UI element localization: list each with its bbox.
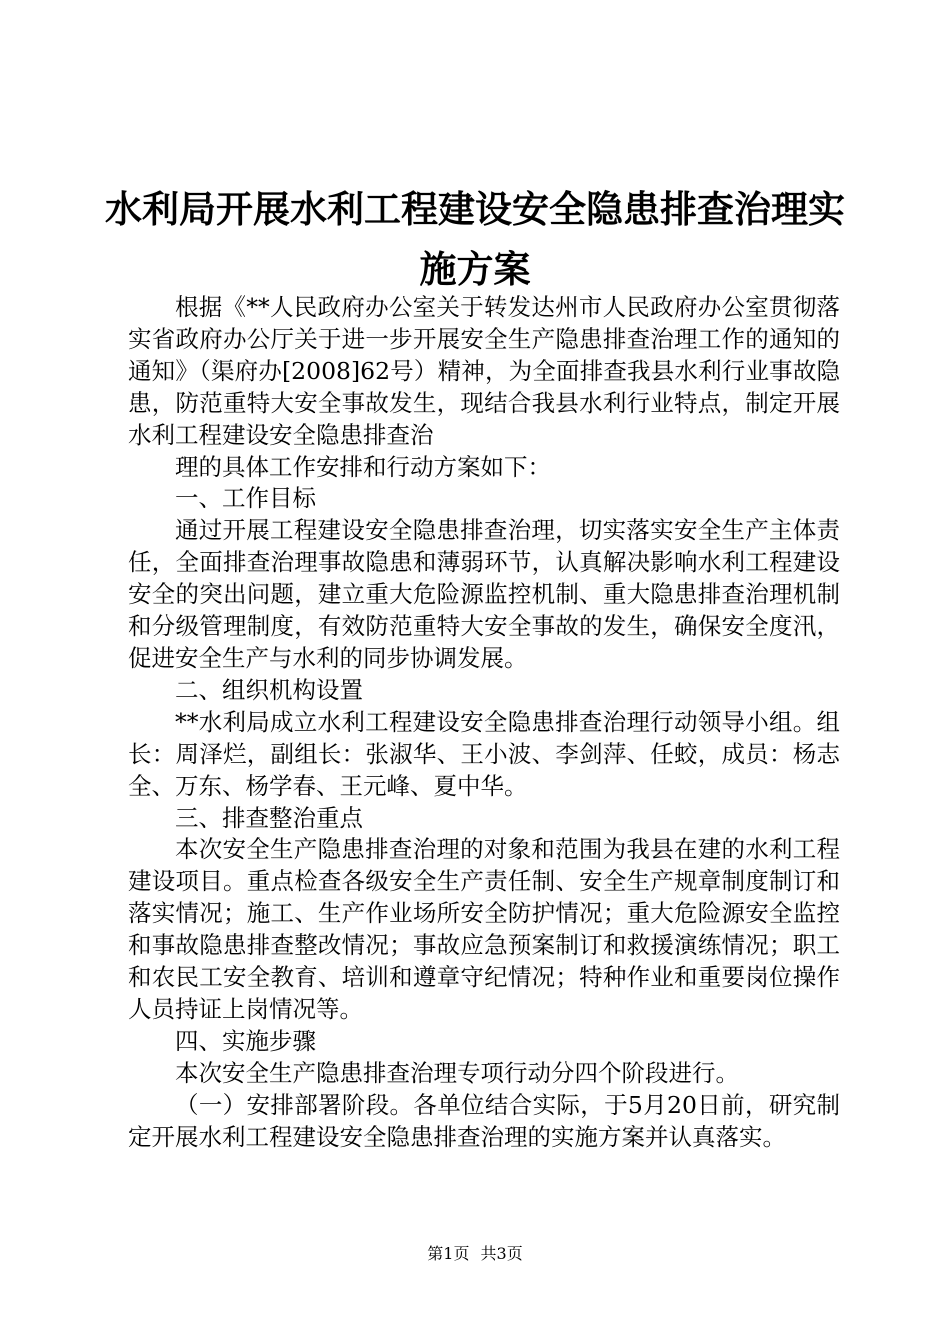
section-heading-organization: 二、组织机构设置 [175, 675, 363, 704]
document-title-line-2: 施方案 [419, 248, 531, 291]
paragraph-step-one: （一）安排部署阶段。各单位结合实际，于5月20日前，研究制定开展水利工程建设安全隐患排查治理的实施方案并认真落实。 [128, 1090, 840, 1151]
page-number: 第1页 [427, 1244, 470, 1263]
section-heading-goals: 一、工作目标 [175, 484, 316, 513]
page-total: 共3页 [480, 1244, 523, 1263]
page-footer [0, 1244, 950, 1264]
document-title-line-1: 水利局开展水利工程建设安全隐患排查治理实 [105, 188, 845, 231]
paragraph-goals: 通过开展工程建设安全隐患排查治理，切实落实安全生产主体责任，全面排查治理事故隐患和薄弱环节，认真解决影响水利工程建设安全的突出问题，建立重大危险源监控机制、重大隐患排查治理机制和分级管理制度，有效防范重特大安全事故的发生，确保安全度汛，促进安全生产与水利的同步协调发展。 [128, 516, 840, 672]
paragraph-focus: 本次安全生产隐患排查治理的对象和范围为我县在建的水利工程建设项目。重点检查各级安全生产责任制、安全生产规章制度制订和落实情况；施工、生产作业场所安全防护情况；重大危险源安全监控和事故隐患排查整改情况；事故应急预案制订和救援演练情况；职工和农民工安全教育、培训和遵章守纪情况；特种作业和重要岗位操作人员持证上岗情况等。 [128, 835, 840, 1023]
section-heading-focus: 三、排查整治重点 [175, 803, 363, 832]
paragraph-organization: **水利局成立水利工程建设安全隐患排查治理行动领导小组。组长：周泽烂，副组长：张淑华、王小波、李剑萍、任蛟，成员：杨志全、万东、杨学春、王元峰、夏中华。 [128, 707, 840, 800]
paragraph-intro-continued: 理的具体工作安排和行动方案如下： [175, 452, 551, 481]
section-heading-steps: 四、实施步骤 [175, 1026, 316, 1055]
document-body [128, 292, 840, 1153]
paragraph-steps: 本次安全生产隐患排查治理专项行动分四个阶段进行。 [175, 1058, 739, 1087]
paragraph-intro: 根据《**人民政府办公室关于转发达州市人民政府办公室贯彻落实省政府办公厅关于进一步开展安全生产隐患排查治理工作的通知的通知》（渠府办[2008]62号）精神，为全面排查我县水利行业事故隐患，防范重特大安全事故发生，现结合我县水利行业特点，制定开展水利工程建设安全隐患排查治 [128, 293, 840, 449]
